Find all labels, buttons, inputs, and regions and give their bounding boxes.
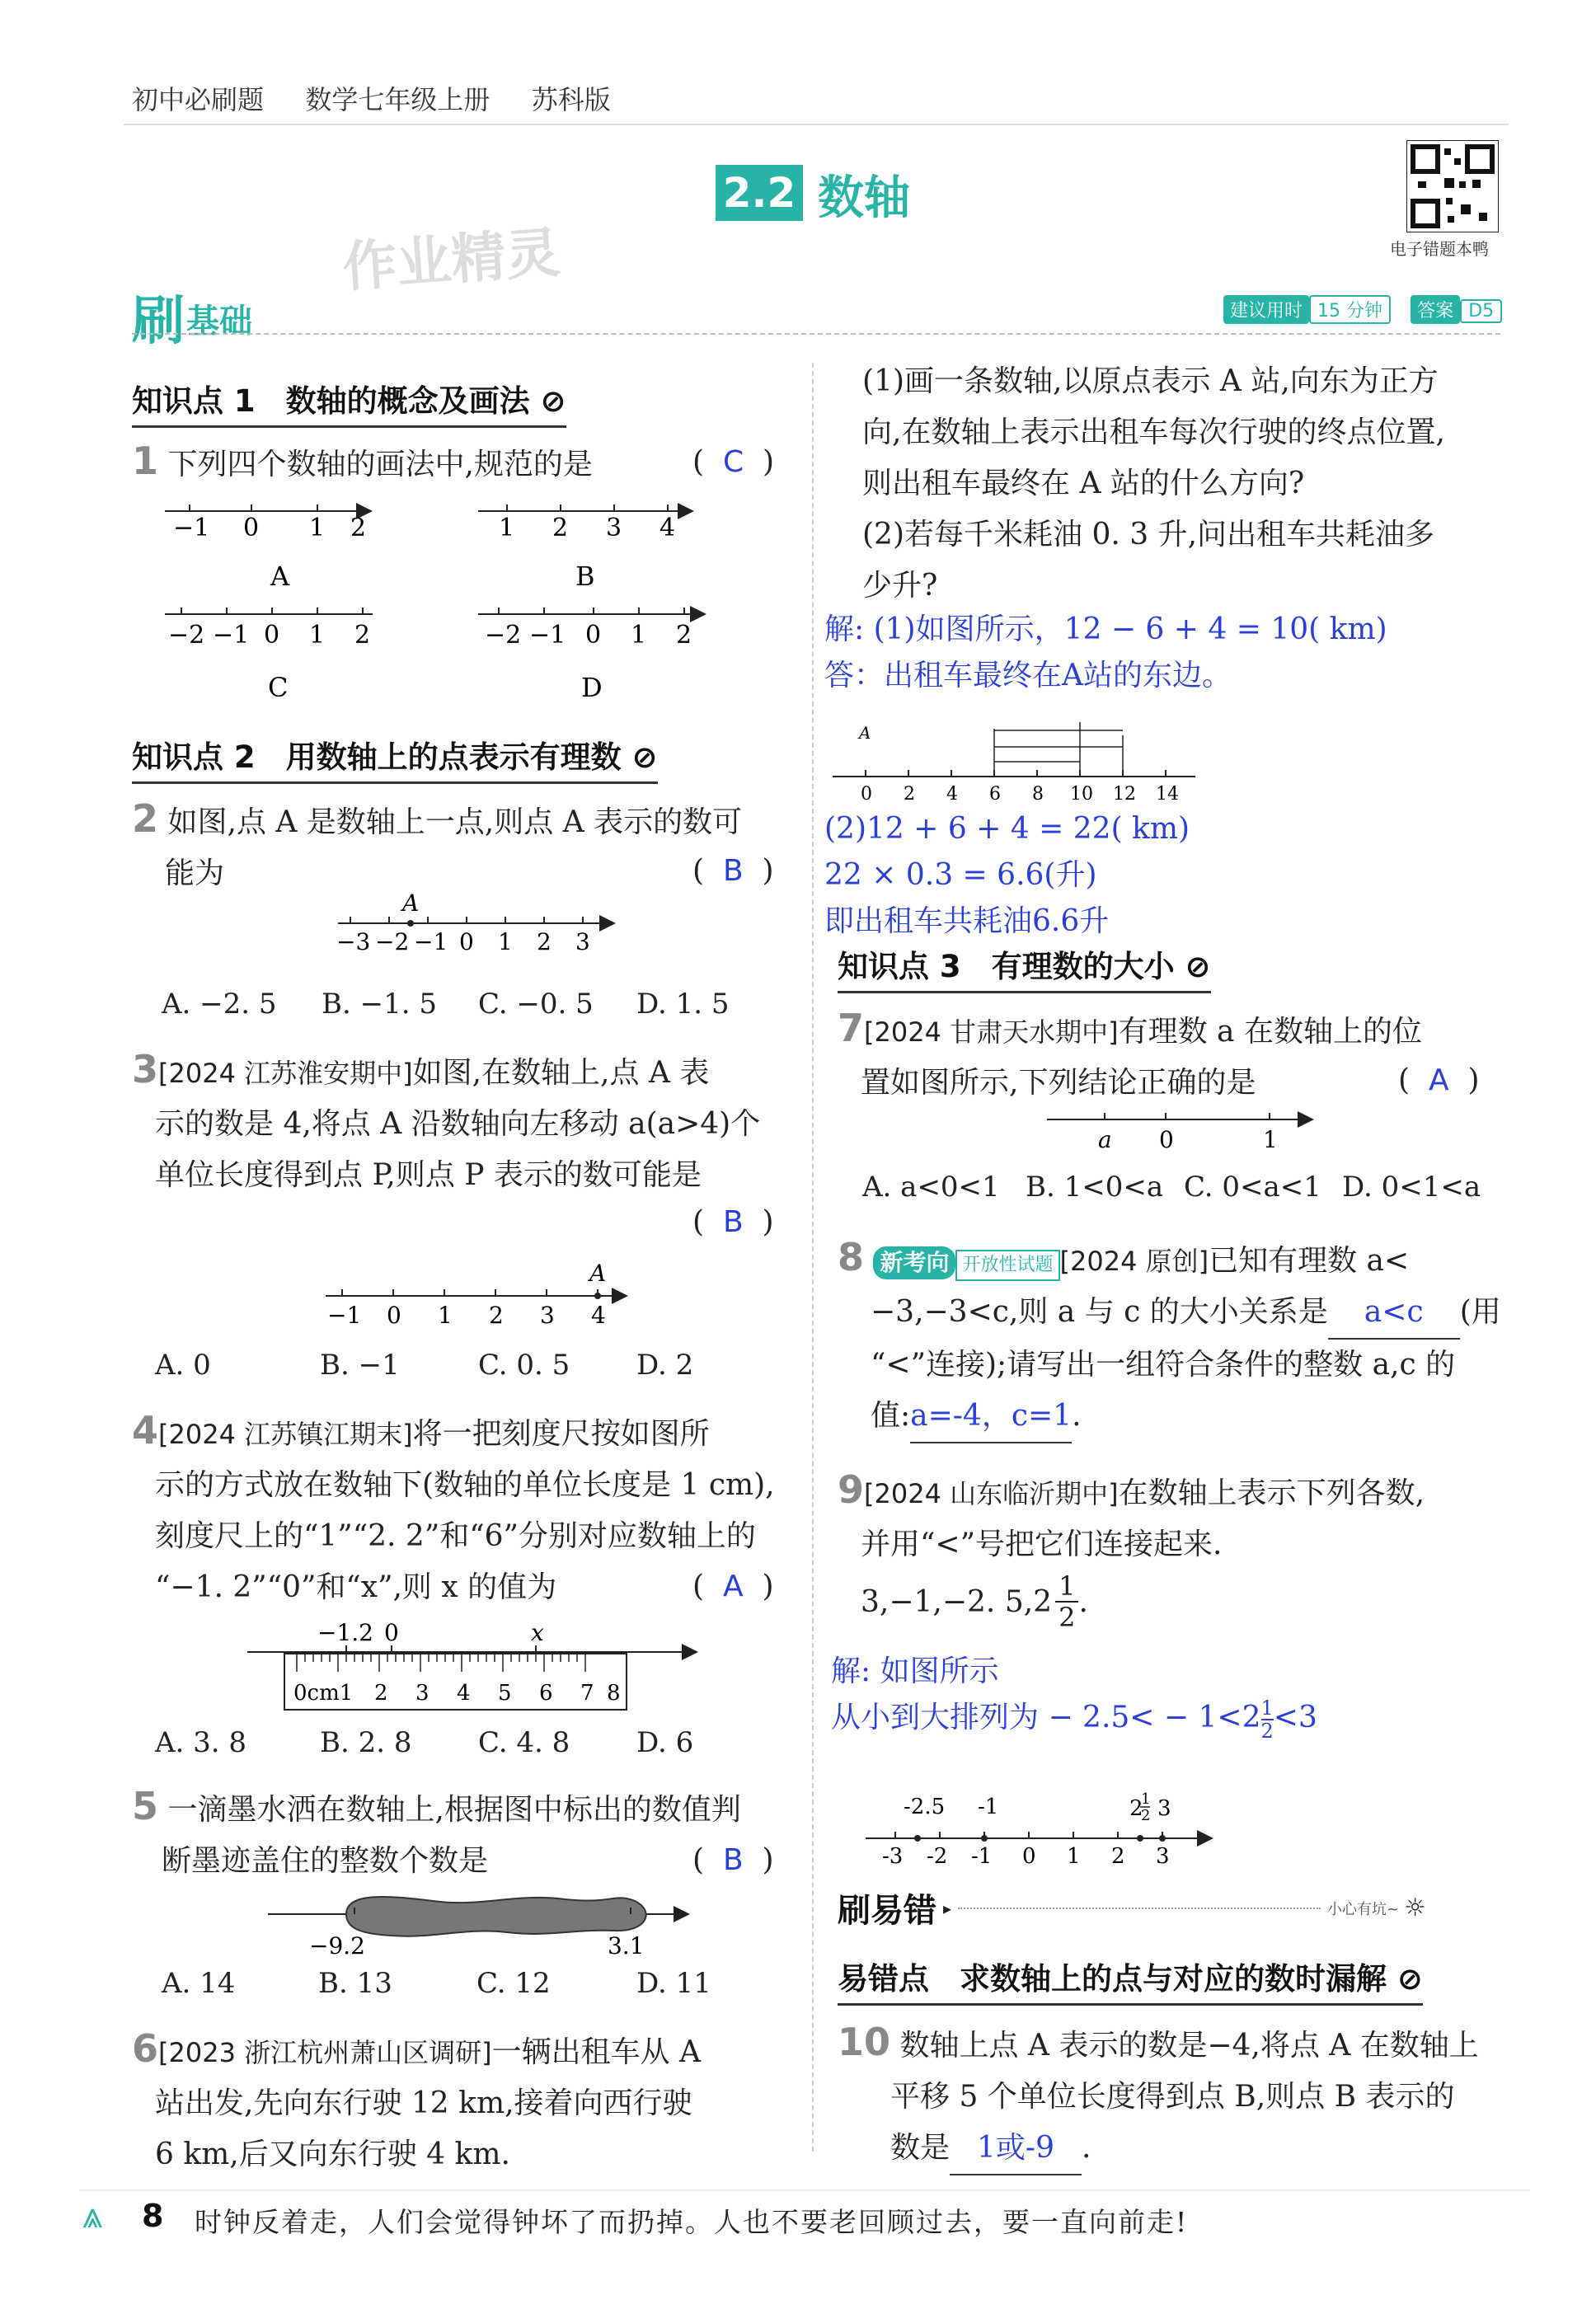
knowledge-point-2 — [132, 732, 658, 784]
page-number: 8 — [142, 2198, 164, 2234]
q3-line2: 示的数是 4,将点 A 沿数轴向左移动 a(a>4)个 — [155, 1107, 761, 1141]
q6-part1-line2: 向,在数轴上表示出租车每次行驶的终点位置, — [862, 415, 1445, 449]
q4-ruler-label-4: 5 — [498, 1681, 512, 1706]
q6-number: 6 — [132, 2026, 159, 2071]
q7-tick-1: 0 — [1159, 1126, 1174, 1153]
q9-sol-line2: 从小到大排列为 − 2.5< − 1<2 — [831, 1701, 1261, 1734]
q9-sol-fraction — [1261, 1697, 1274, 1742]
q3-tick-4: 3 — [540, 1302, 555, 1327]
q6-fig-tick-2: 4 — [946, 784, 958, 805]
q6-fig-tick-0: 0 — [861, 784, 872, 805]
q2-answer: B — [722, 854, 744, 888]
q3-answer-bracket: ( B ) — [692, 1205, 774, 1239]
q1-d-tick-0: −2 — [485, 621, 522, 650]
q9-fig-tick-0: -3 — [882, 1844, 904, 1869]
q9-fig-top-5: 3 — [1157, 1796, 1171, 1821]
q4-ruler-label-2: 3 — [415, 1681, 430, 1706]
q6-part2-line2: 少升? — [862, 569, 938, 603]
q9-fig-top-0: -2.5 — [904, 1795, 946, 1819]
q1-answer-bracket: ( C ) — [692, 445, 775, 479]
q9-fig-tick-1: -2 — [927, 1844, 948, 1869]
q5-answer-bracket: ( B ) — [692, 1843, 774, 1877]
q9-frac-num: 1 — [1059, 1570, 1076, 1602]
q4-axis-label-2: x — [531, 1619, 544, 1646]
q9-line1: 在数轴上表示下列各数, — [1118, 1476, 1425, 1510]
q7-option-a: A. a<0<1 — [862, 1171, 1000, 1204]
q6-part1-line1: (1)画一条数轴,以原点表示 A 站,向东为正方 — [862, 364, 1439, 398]
kp2-title: 知识点 2 用数轴上的点表示有理数 — [132, 739, 622, 775]
question-5 — [132, 1781, 741, 1887]
q9-fig-tick-3: 0 — [1022, 1844, 1036, 1869]
q4-answer-bracket: ( A ) — [692, 1570, 774, 1603]
q3-source: [2024 江苏淮安期中] — [158, 1058, 413, 1089]
q7-option-c: C. 0<a<1 — [1184, 1171, 1321, 1204]
q9-number-list: 3,−1,−2. 5,2 — [861, 1584, 1053, 1619]
q1-c-tick-3: 1 — [309, 621, 326, 650]
q10-line3b: . — [1082, 2131, 1091, 2165]
q9-sol-frac-den: 2 — [1260, 1720, 1274, 1743]
question-2 — [132, 793, 742, 899]
q2-point-label: A — [402, 890, 420, 917]
q1-label-b: B — [575, 561, 595, 592]
q4-number: 4 — [132, 1408, 159, 1453]
q2-tick-5: 2 — [537, 928, 552, 955]
q6-part2-line1: (2)若每千米耗油 0. 3 升,问出租车共耗油多 — [862, 518, 1435, 551]
q2-answer-bracket: ( B ) — [692, 854, 774, 888]
question-1 — [132, 435, 593, 490]
q6-solution-2 — [824, 806, 1190, 945]
q6-solution-1 — [824, 607, 1387, 699]
q9-fig-top-4: 2 — [1141, 1807, 1151, 1824]
knowledge-point-1 — [132, 376, 566, 428]
header-divider — [124, 124, 1509, 125]
q3-point-a — [594, 1293, 601, 1299]
q8-answer-2: a=-4，c=1 — [910, 1391, 1072, 1443]
q4-option-d: D. 6 — [636, 1726, 694, 1759]
q6-fig-tick-4: 8 — [1032, 784, 1044, 805]
q1-c-tick-0: −2 — [168, 621, 205, 650]
q6-source: [2023 浙江杭州萧山区调研] — [158, 2037, 492, 2068]
q7-line2: 置如图所示,下列结论正确的是 — [861, 1066, 1256, 1100]
time-label: 建议用时 — [1223, 295, 1309, 324]
q9-fig-top-1: -1 — [978, 1795, 999, 1819]
q8-line2b: (用 — [1459, 1295, 1501, 1329]
q1-text: 下列四个数轴的画法中,规范的是 — [167, 448, 593, 481]
q1-b-tick-1: 2 — [552, 514, 569, 542]
q3-tick-3: 2 — [489, 1302, 504, 1327]
q1-b-tick-0: 1 — [499, 514, 515, 542]
q3-point-label: A — [589, 1260, 607, 1287]
q2-axis-figure — [330, 890, 627, 956]
q9-fig-tick-2: -1 — [971, 1844, 993, 1869]
q10-number: 10 — [838, 2020, 891, 2064]
q3-tick-1: 0 — [387, 1302, 401, 1327]
q4-option-b: B. 2. 8 — [320, 1726, 412, 1759]
q2-number: 2 — [132, 796, 159, 841]
q8-answer-1: a<c — [1328, 1287, 1460, 1340]
q2-option-a: A. −2. 5 — [162, 988, 277, 1021]
time-badge — [1223, 295, 1502, 324]
q6-line2: 站出发,先向东行驶 12 km,接着向西行驶 — [155, 2086, 692, 2120]
question-3 — [132, 1044, 760, 1201]
q5-right-value: 3.1 — [608, 1932, 645, 1959]
edition-name: 苏科版 — [531, 84, 611, 115]
q9-fig-top-3: 1 — [1141, 1790, 1151, 1808]
q10-line3a: 数是 — [890, 2131, 951, 2165]
column-divider — [812, 363, 814, 2152]
q1-d-tick-3: 1 — [631, 621, 647, 650]
q9-sol-frac-num: 1 — [1260, 1697, 1274, 1720]
q2-point-a — [407, 920, 414, 927]
q6-fig-tick-1: 2 — [904, 784, 915, 805]
q8-number: 8 — [838, 1235, 865, 1279]
q6-sol-line4: 22 × 0.3 = 6.6(升) — [824, 858, 1097, 892]
q9-fig-tick-4: 1 — [1067, 1844, 1081, 1869]
knowledge-point-3 — [838, 941, 1211, 993]
q3-tick-2: 1 — [438, 1302, 453, 1327]
q4-answer: A — [722, 1570, 744, 1603]
q8-line1: 已知有理数 a< — [1209, 1244, 1410, 1278]
running-header — [132, 79, 611, 117]
series-name: 初中必刷题 — [132, 84, 265, 115]
q3-line1: 如图,在数轴上,点 A 表 — [412, 1056, 710, 1090]
q4-ruler-label-5: 6 — [539, 1681, 553, 1706]
q1-c-tick-4: 2 — [354, 621, 371, 650]
q6-sol-line5: 即出租车共耗油6.6升 — [824, 904, 1110, 938]
q7-answer: A — [1428, 1063, 1449, 1097]
q6-axis-figure — [833, 714, 1204, 805]
q9-frac-den: 2 — [1055, 1601, 1078, 1632]
q10-line2: 平移 5 个单位长度得到点 B,则点 B 表示的 — [890, 2080, 1455, 2114]
q9-line2: 并用“<”号把它们连接起来. — [861, 1528, 1223, 1561]
q9-sol-end: <3 — [1273, 1701, 1317, 1734]
q9-fraction — [1055, 1571, 1078, 1632]
q1-answer: C — [722, 445, 744, 479]
q6-line3: 6 km,后又向东行驶 4 km. — [155, 2138, 510, 2171]
q8-line4a: 值: — [871, 1399, 911, 1433]
q9-fig-tick-6: 3 — [1156, 1844, 1170, 1869]
error-banner-note: 小心有坑~ — [1327, 1900, 1400, 1918]
section-title: 数轴 — [818, 171, 910, 225]
q1-label-d: D — [581, 672, 603, 703]
q2-text-line1: 如图,点 A 是数轴上一点,则点 A 表示的数可 — [167, 805, 743, 839]
question-9 — [838, 1464, 1425, 1570]
q1-c-tick-1: −1 — [213, 621, 250, 650]
q1-b-tick-3: 4 — [660, 514, 676, 542]
q4-line1: 将一把刻度尺按如图所 — [412, 1417, 710, 1451]
q7-tick-2: 1 — [1263, 1126, 1278, 1153]
question-6 — [132, 2023, 701, 2180]
q5-ink-figure — [268, 1884, 697, 1959]
q8-line2a: −3,−3<c,则 a 与 c 的大小关系是 — [871, 1295, 1328, 1329]
q3-tick-0: −1 — [327, 1302, 362, 1327]
q4-axis-label-0: −1.2 — [317, 1619, 373, 1646]
q2-option-d: D. 1. 5 — [636, 988, 730, 1021]
q9-number: 9 — [838, 1467, 865, 1512]
q6-sol-line1: 解: (1)如图所示，12 − 6 + 4 = 10( km) — [824, 612, 1387, 646]
q7-axis-figure — [1047, 1101, 1319, 1159]
drill-banner-label: 刷 — [132, 291, 185, 352]
error-banner-title: 刷易错 — [838, 1892, 936, 1930]
q1-axes-figure — [157, 495, 800, 709]
q4-ruler-label-0: 0cm1 — [293, 1681, 354, 1706]
q3-tick-5: 4 — [591, 1302, 606, 1327]
watermark: 作业精灵 — [340, 220, 562, 300]
qr-caption: 电子错题本鸭 — [1390, 239, 1489, 259]
q2-option-b: B. −1. 5 — [322, 988, 437, 1021]
q1-a-tick-2: 1 — [309, 514, 326, 542]
q4-ruler-label-6: 7 — [580, 1681, 594, 1706]
q5-ink-blot — [346, 1897, 646, 1936]
q4-line3: 刻度尺上的“1”“2. 2”和“6”分别对应数轴上的 — [155, 1519, 756, 1553]
q6-fig-tick-3: 6 — [989, 784, 1001, 805]
q1-a-tick-3: 2 — [350, 514, 367, 542]
q2-tick-2: −1 — [414, 928, 448, 955]
q4-option-a: A. 3. 8 — [155, 1726, 247, 1759]
section-number: 2.2 — [716, 165, 803, 221]
q3-option-a: A. 0 — [155, 1349, 211, 1382]
q4-line4: “−1. 2”“0”和“x”,则 x 的值为 — [155, 1570, 557, 1604]
q5-option-d: D. 11 — [636, 1967, 711, 2000]
q5-option-a: A. 14 — [162, 1967, 236, 2000]
q4-ruler-label-3: 4 — [457, 1681, 471, 1706]
question-8 — [838, 1232, 1501, 1443]
q10-answer: 1或-9 — [950, 2123, 1082, 2175]
q1-b-tick-2: 3 — [606, 514, 622, 542]
q10-line1: 数轴上点 A 表示的数是−4,将点 A 在数轴上 — [899, 2029, 1479, 2063]
q1-a-tick-0: −1 — [173, 514, 210, 542]
q2-tick-1: −2 — [375, 928, 410, 955]
q3-number: 3 — [132, 1047, 159, 1091]
q5-line2: 断墨迹盖住的整数个数是 — [162, 1844, 489, 1878]
error-point-title: 易错点 求数轴上的点与对应的数时漏解 — [838, 1961, 1387, 1997]
q1-number: 1 — [132, 439, 159, 483]
q6-sol-line3: (2)12 + 6 + 4 = 22( km) — [824, 812, 1190, 846]
q9-period: . — [1078, 1584, 1088, 1619]
q6-sol-line2: 答：出租车最终在A站的东边。 — [824, 659, 1232, 692]
q4-option-c: C. 4. 8 — [478, 1726, 570, 1759]
q7-number: 7 — [838, 1006, 865, 1050]
q4-ruler-label-7: 8 — [607, 1681, 621, 1706]
q6-fig-tick-6: 12 — [1113, 784, 1136, 805]
q9-sol-line1: 解: 如图所示 — [831, 1654, 999, 1688]
q3-line3: 单位长度得到点 P,则点 P 表示的数可能是 — [155, 1158, 702, 1192]
q5-option-b: B. 13 — [318, 1967, 392, 2000]
book-name: 数学七年级上册 — [305, 84, 491, 115]
q3-option-c: C. 0. 5 — [478, 1349, 570, 1382]
q5-left-value: −9.2 — [309, 1932, 365, 1959]
answer-page: D5 — [1460, 299, 1502, 323]
q2-text-line2: 能为 — [165, 856, 225, 890]
q6-fig-tick-7: 14 — [1156, 784, 1179, 805]
q3-answer: B — [722, 1205, 744, 1239]
q9-numbers — [861, 1571, 1088, 1632]
q4-source: [2024 江苏镇江期末] — [158, 1419, 413, 1450]
target-icon: ⊘ — [540, 383, 566, 419]
q8-new-tag: 新考向 — [873, 1246, 955, 1279]
kp3-title: 知识点 3 有理数的大小 — [838, 949, 1175, 984]
q4-ruler-figure — [247, 1617, 709, 1716]
question-10 — [838, 2016, 1479, 2175]
answer-label: 答案 — [1411, 295, 1460, 324]
q1-c-tick-2: 0 — [264, 621, 280, 650]
q6-fig-tick-5: 10 — [1070, 784, 1093, 805]
q5-answer: B — [722, 1843, 744, 1877]
q4-ruler-label-1: 2 — [374, 1681, 388, 1706]
q7-option-b: B. 1<0<a — [1026, 1171, 1164, 1204]
q2-tick-4: 1 — [498, 928, 513, 955]
arrow-right-icon: ▸ — [943, 1898, 952, 1918]
question-7 — [838, 1002, 1422, 1109]
kp1-title: 知识点 1 数轴的概念及画法 — [132, 383, 530, 419]
banner-divider — [132, 333, 1500, 335]
q1-label-a: A — [270, 561, 290, 592]
qr-code-icon — [1406, 140, 1499, 232]
q2-tick-0: −3 — [336, 928, 371, 955]
q8-line4b: . — [1072, 1399, 1082, 1433]
q8-source: [2024 原创] — [1059, 1246, 1209, 1277]
error-point — [838, 1954, 1423, 2006]
q6-parts — [862, 356, 1445, 612]
q1-a-tick-1: 0 — [243, 514, 260, 542]
q1-d-tick-4: 2 — [676, 621, 692, 650]
q9-fig-tick-5: 2 — [1111, 1844, 1125, 1869]
q9-source: [2024 山东临沂期中] — [864, 1478, 1119, 1509]
q6-fig-point-label: A — [859, 723, 871, 743]
compass-icon: ⩓ — [82, 2194, 103, 2236]
q9-fig-top-2: 2 — [1129, 1796, 1143, 1821]
target-icon: ⊘ — [1185, 949, 1211, 984]
q7-tick-0: a — [1098, 1126, 1112, 1153]
q1-label-c: C — [268, 672, 289, 703]
q4-line2: 示的方式放在数轴下(数轴的单位长度是 1 cm), — [155, 1468, 775, 1502]
q9-axis-figure — [866, 1781, 1220, 1871]
q7-source: [2024 甘肃天水期中] — [864, 1016, 1119, 1048]
error-banner-dots — [958, 1908, 1321, 1909]
q5-option-c: C. 12 — [476, 1967, 551, 2000]
q2-tick-6: 3 — [575, 928, 590, 955]
q2-tick-3: 0 — [459, 928, 474, 955]
q7-line1: 有理数 a 在数轴上的位 — [1118, 1015, 1422, 1049]
q1-d-tick-1: −1 — [529, 621, 566, 650]
q7-answer-bracket: ( A ) — [1398, 1063, 1480, 1097]
error-banner — [838, 1884, 1426, 1931]
q3-option-b: B. −1 — [320, 1349, 400, 1382]
q9-solution — [831, 1649, 1317, 1742]
footer-motto: 时钟反着走，人们会觉得钟坏了而扔掉。人也不要老回顾过去，要一直向前走! — [195, 2206, 1189, 2238]
q6-part1-line3: 则出租车最终在 A 站的什么方向? — [862, 467, 1305, 500]
question-4 — [132, 1405, 775, 1613]
q8-line3: “<”连接);请写出一组符合条件的整数 a,c 的 — [871, 1348, 1456, 1382]
q5-number: 5 — [132, 1784, 159, 1828]
q2-option-c: C. −0. 5 — [478, 988, 594, 1021]
q7-option-d: D. 0<1<a — [1342, 1171, 1481, 1204]
drill-banner-sub: 基础 — [186, 303, 252, 340]
sun-icon: ☼ — [1404, 1894, 1427, 1922]
q3-axis-figure — [317, 1253, 631, 1327]
target-icon: ⊘ — [1396, 1961, 1423, 1997]
q1-d-tick-2: 0 — [585, 621, 602, 650]
q3-option-d: D. 2 — [636, 1349, 694, 1382]
q8-open-tag: 开放性试题 — [955, 1250, 1059, 1281]
target-icon: ⊘ — [631, 739, 658, 775]
time-value: 15 分钟 — [1309, 295, 1391, 324]
q4-axis-label-1: 0 — [384, 1619, 399, 1646]
q5-line1: 一滴墨水洒在数轴上,根据图中标出的数值判 — [167, 1793, 741, 1827]
q6-line1: 一辆出租车从 A — [491, 2035, 702, 2069]
